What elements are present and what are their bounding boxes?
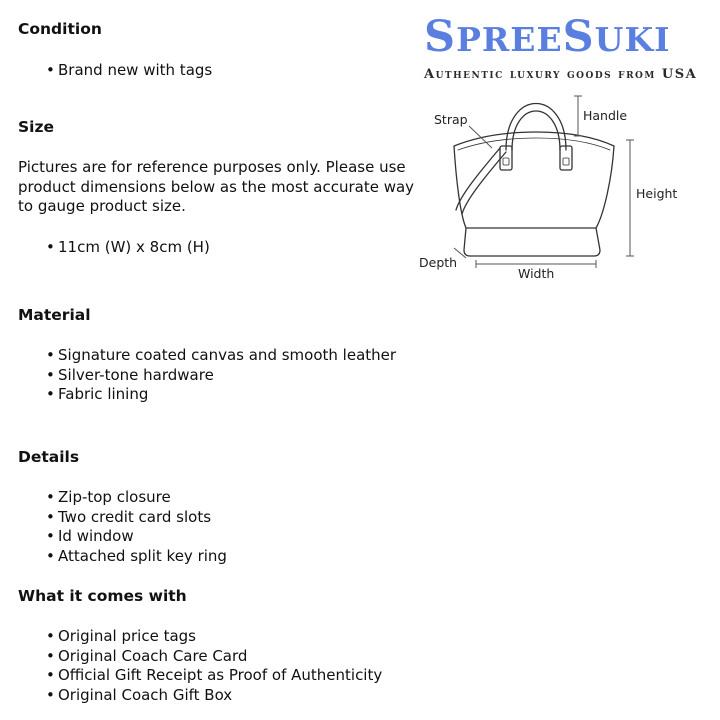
spreesuki-logo [424, 12, 716, 82]
handle-label: Handle [583, 108, 628, 123]
details-list [46, 488, 227, 566]
logo-wordmark: SPREESUKI [424, 12, 671, 62]
list-item: • Silver-tone hardware [46, 366, 396, 386]
size-heading: Size [18, 118, 55, 136]
condition-list [46, 61, 212, 81]
material-list [46, 346, 396, 405]
height-label: Height [636, 186, 678, 201]
list-item: • Official Gift Receipt as Proof of Authenticity [46, 666, 382, 686]
list-item: • Zip-top closure [46, 488, 227, 508]
depth-label: Depth [419, 255, 458, 270]
details-heading: Details [18, 448, 80, 466]
list-item: • Fabric lining [46, 385, 396, 405]
list-item: • Original price tags [46, 627, 382, 647]
list-item: • Id window [46, 527, 227, 547]
list-item: • Two credit card slots [46, 508, 227, 528]
logo-tagline: Authentic luxury goods from USA [424, 67, 698, 82]
list-item: • Original Coach Gift Box [46, 686, 382, 706]
condition-heading: Condition [18, 20, 102, 38]
list-item: • Attached split key ring [46, 547, 227, 567]
size-note: Pictures are for reference purposes only. Please use product dimensions below as the most accurate way to gauge product size. [18, 158, 415, 215]
list-item: • Signature coated canvas and smooth leather [46, 346, 396, 366]
strap-label: Strap [434, 112, 468, 127]
list-item: • Original Coach Care Card [46, 647, 382, 667]
list-item: • Brand new with tags [46, 61, 212, 81]
comes-with-heading: What it comes with [18, 587, 187, 605]
bag-body-icon [454, 132, 614, 228]
size-list [46, 238, 210, 258]
material-heading: Material [18, 306, 91, 324]
list-item: • 11cm (W) x 8cm (H) [46, 238, 210, 258]
comes-with-list [46, 627, 382, 705]
width-label: Width [518, 266, 555, 281]
bag-dimension-diagram [414, 88, 714, 288]
